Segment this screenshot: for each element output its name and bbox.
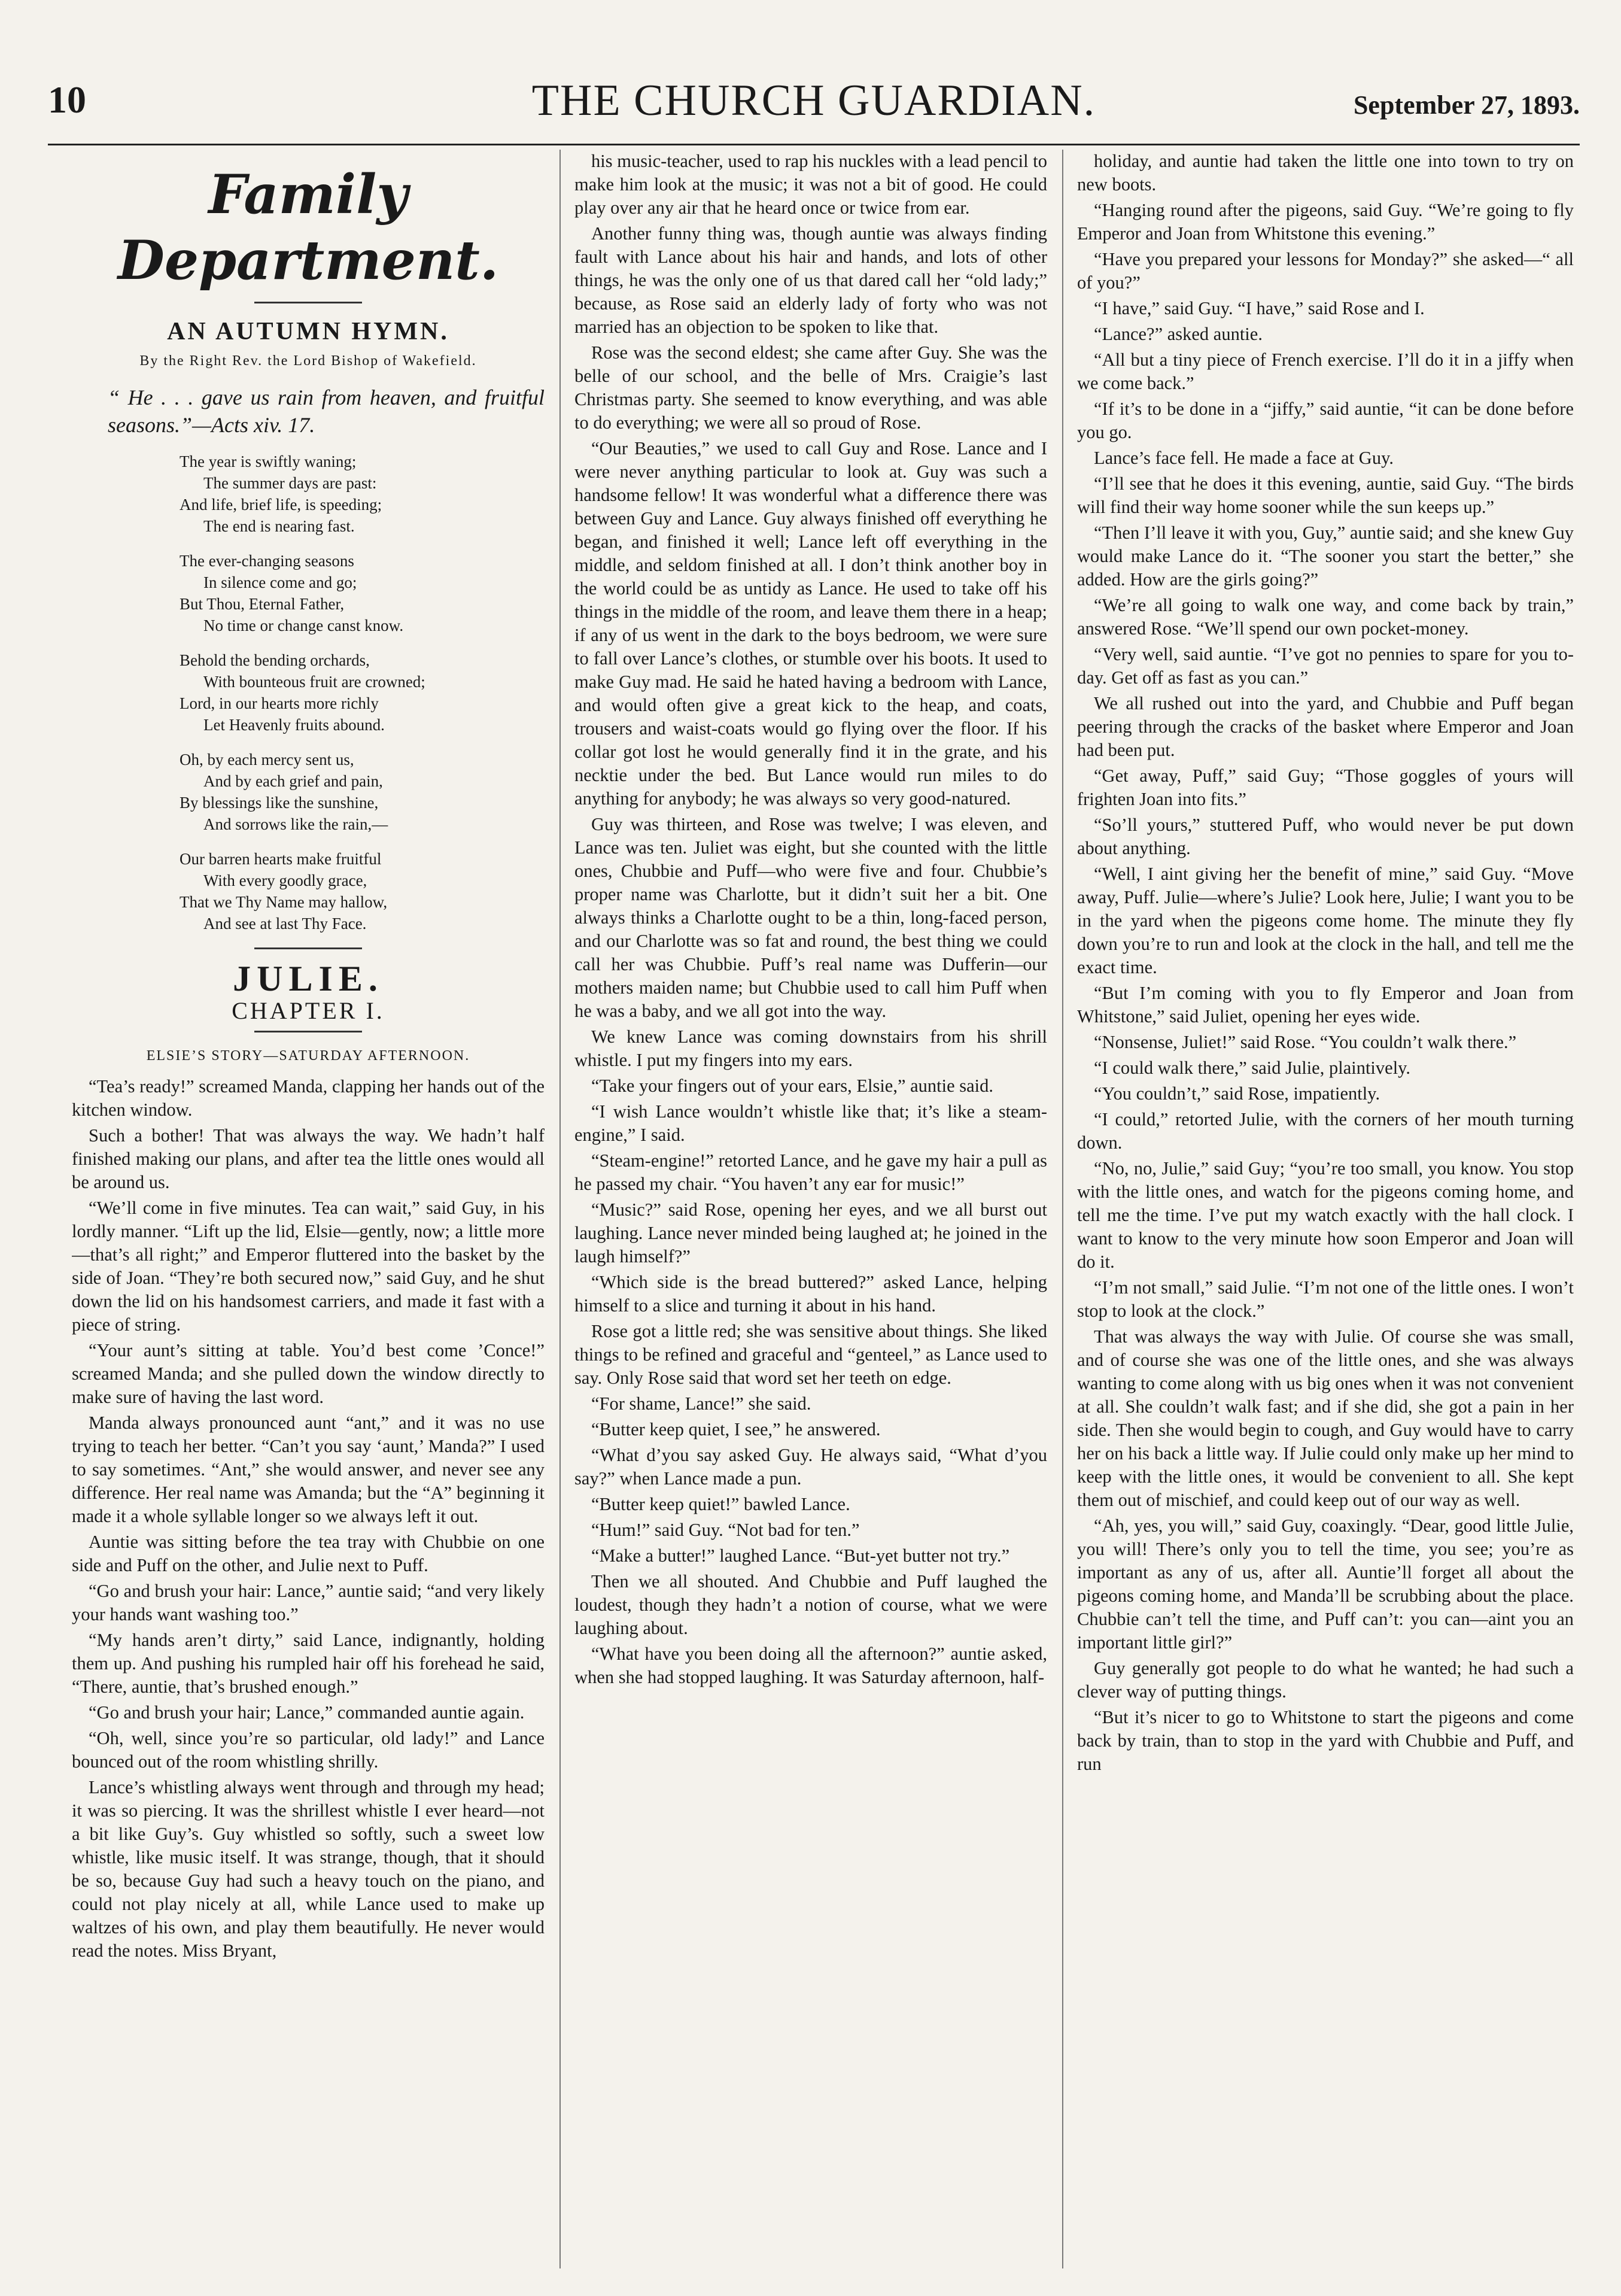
hymn-title: AN AUTUMN HYMN. xyxy=(167,318,449,345)
hymn-line: Oh, by each mercy sent us, xyxy=(180,751,354,769)
story-text xyxy=(72,1075,545,1963)
paragraph: “I have,” said Guy. “I have,” said Rose and I. xyxy=(1094,298,1425,318)
paragraph: Guy was thirteen, and Rose was twelve; I was eleven, and Lance was ten. Juliet was eight, but she counted with the little ones, Chubbie and Puff—who were five and four. Chubbie’s proper name was Charlotte, but it didn’t suit her a bit. One always thinks a Charlotte ought to be a thin, long-faced person, and our Charlotte was so fat and round, the best thing we could call her was Chubbie. Puff’s real name was Dufferin—our mothers maiden name; but Chubbie used to call him Puff when he was a baby, and we all got into the way. xyxy=(574,814,1047,1021)
paragraph: “Music?” said Rose, opening her eyes, and we all burst out laughing. Lance never minded being laughed at; he joined in the laugh himself?” xyxy=(574,1199,1047,1267)
paragraph: “Well, I aint giving her the benefit of mine,” said Guy. “Move away, Puff. Julie—where’s Julie? Look here, Julie; I want you to be in the yard when the pigeons come home. The minute they fly down you’re to run and look at the clock in the hall, and tell me the exact time. xyxy=(1077,864,1574,977)
paragraph: “You couldn’t,” said Rose, impatiently. xyxy=(1094,1083,1380,1104)
paragraph: “My hands aren’t dirty,” said Lance, indignantly, holding them up. And pushing his rumpled hair off his forehead he said, “There, auntie, that’s brushed enough.” xyxy=(72,1630,545,1697)
paragraph: Such a bother! That was always the way. We hadn’t half finished making our plans, and after tea the little ones would all be around us. xyxy=(72,1125,545,1192)
paragraph: Lance’s face fell. He made a face at Guy. xyxy=(1094,448,1394,468)
newspaper-title: THE CHURCH GUARDIAN. xyxy=(531,76,1096,125)
paragraph: We all rushed out into the yard, and Chubbie and Puff began peering through the cracks of the basket where Emperor and Joan had been put. xyxy=(1077,693,1574,760)
paragraph: Rose got a little red; she was sensitive about things. She liked things to be refined and graceful and “genteel,” as Lance used to say. Only Rose said that word set her teeth on edge. xyxy=(574,1321,1047,1388)
paragraph: “We’ll come in five minutes. Tea can wait,” said Guy, in his lordly manner. “Lift up the lid, Elsie—gently, now; a little more—that’s all right;” and Emperor fluttered into the basket by the side of Joan. “They’re both secured now,” said Guy, and he shut down the lid on his handsomest carriers, and made it fast with a piece of string. xyxy=(72,1198,545,1335)
hymn-line: With bounteous fruit are crowned; xyxy=(203,673,425,691)
paragraph: Then we all shouted. And Chubbie and Puff laughed the loudest, though they hadn’t a notion of course, what we were laughing about. xyxy=(574,1571,1047,1638)
hymn-line: And sorrows like the rain,— xyxy=(203,815,388,833)
masthead-rule xyxy=(48,144,1580,145)
paragraph: “All but a tiny piece of French exercise. I’ll do it in a jiffy when we come back.” xyxy=(1077,350,1574,393)
divider xyxy=(254,947,362,949)
paragraph: “Then I’ll leave it with you, Guy,” auntie said; and she knew Guy would make Lance do it. “The sooner you start the better,” she added. How are the girls going?” xyxy=(1077,523,1574,590)
paragraph: Guy generally got people to do what he wanted; he had such a clever way of putting things. xyxy=(1077,1658,1574,1702)
paragraph: “No, no, Julie,” said Guy; “you’re too small, you know. You stop with the little ones, and watch for the pigeons coming home, and tell me the time. I’ve put my watch exactly with the hall clock. I want to know to the very minute how soon Emperor and Joan will do it. xyxy=(1077,1158,1574,1272)
column-divider xyxy=(559,150,561,2268)
paragraph: “Make a butter!” laughed Lance. “But-yet butter not try.” xyxy=(591,1545,1010,1566)
paragraph: “If it’s to be done in a “jiffy,” said auntie, “it can be done before you go. xyxy=(1077,399,1574,442)
hymn-line: That we Thy Name may hallow, xyxy=(180,893,388,911)
paragraph: “What d’you say asked Guy. He always said, “What d’you say?” when Lance made a pun. xyxy=(574,1445,1047,1489)
hymn-line: And by each grief and pain, xyxy=(203,772,383,790)
paragraph: That was always the way with Julie. Of course she was small, and of course she was one of the little ones, and she was always wanting to come along with us big ones when it was not convenient at all. She couldn’t walk fast; and if she did, she got a pain in her side. Then she would begin to cough, and Guy would have to carry her on his back a little way. If Julie could only make up her mind to keep with the little ones, it would be convenient to all. She kept them out of mischief, and could keep out of our way as well. xyxy=(1077,1326,1574,1510)
story-text xyxy=(574,150,1047,1689)
paragraph: “Butter keep quiet!” bawled Lance. xyxy=(591,1494,850,1514)
paragraph: “We’re all going to walk one way, and come back by train,” answered Rose. “We’ll spend our own pocket-money. xyxy=(1077,595,1574,639)
paragraph: “Ah, yes, you will,” said Guy, coaxingly. “Dear, good little Julie, you will! There’s only you to tell the time, you see; you’re as important as any of us, after all. Auntie’ll forget all about the pigeons coming home, and Manda’ll be scrubbing about the place. Chubbie can’t tell the time, and Puff can’t: you can—aint you an important little girl?” xyxy=(1077,1516,1574,1653)
paragraph: Lance’s whistling always went through and through my head; it was so piercing. It was the shrillest whistle I ever heard—not a bit like Guy’s. Guy whistled so softly, such a sweet low whistle, like music itself. It was strange, though, that it should be so, because Guy had such a heavy touch on the piano, and could not play nicely at all, while Lance used to make up waltzes of his own, and play them beautifully. He never would read the notes. Miss Bryant, xyxy=(72,1777,545,1961)
paragraph: “Which side is the bread buttered?” asked Lance, helping himself to a slice and turning it about in his hand. xyxy=(574,1272,1047,1316)
hymn-line: With every goodly grace, xyxy=(203,871,367,889)
chapter-subhead: ELSIE’S STORY—SATURDAY AFTERNOON. xyxy=(146,1048,470,1064)
hymn-line: Let Heavenly fruits abound. xyxy=(203,716,385,734)
issue-date: September 27, 1893. xyxy=(1353,90,1580,120)
paragraph: “But it’s nicer to go to Whitstone to start the pigeons and come back by train, than to stop in the yard with Chubbie and Puff, and run xyxy=(1077,1707,1574,1774)
hymn-line: The ever-changing seasons xyxy=(180,552,354,570)
hymn-line: In silence come and go; xyxy=(203,573,357,591)
paragraph: his music-teacher, used to rap his nuckles with a lead pencil to make him look at the music; it was not a bit of good. He could play over any air that he heard once or twice from ear. xyxy=(574,151,1047,218)
story-title: JULIE. xyxy=(233,959,384,998)
hymn-stanzas xyxy=(72,451,545,934)
hymn-stanza xyxy=(180,848,545,934)
column-2 xyxy=(574,150,1047,2268)
paragraph: “But I’m coming with you to fly Emperor and Joan from Whitstone,” said Juliet, opening her eyes wide. xyxy=(1077,983,1574,1026)
masthead xyxy=(48,72,1580,144)
hymn-line: The end is nearing fast. xyxy=(203,517,355,535)
column-1 xyxy=(72,150,545,2268)
hymn-line: And see at last Thy Face. xyxy=(203,915,367,933)
paragraph: “Lance?” asked auntie. xyxy=(1094,324,1263,344)
hymn-line: Lord, in our hearts more richly xyxy=(180,694,379,712)
paragraph: “I could walk there,” said Julie, plaintively. xyxy=(1094,1058,1411,1078)
hymn-line: By blessings like the sunshine, xyxy=(180,794,379,812)
paragraph: “Get away, Puff,” said Guy; “Those goggles of yours will frighten Joan into fits.” xyxy=(1077,766,1574,809)
paragraph: “Our Beauties,” we used to call Guy and Rose. Lance and I were never anything particular to look at. Guy was such a handsome fellow! It was wonderful what a difference there was between Guy and Lance. Guy always finished off everything he began, and finished it well; Lance left off everything in the middle, and seldom finished at all. I don’t think another boy in the world could be as untidy as Lance. He used to take off his things in the middle of the room, and leave them there in a heap; if any of us went in the dark to the boys bedroom, we were sure to fall over Lance’s clothes, or stumble over his boots. It used to make Guy mad. He said he hated having a bedroom with Lance, and would often give a great kick to the heap, and coats, trousers and waist-coats would go flying over the floor. If his collar got lost he would generally find it in the grate, and his necktie under the bed. But Lance would run miles to do anything for anybody; he was always so very good-natured. xyxy=(574,438,1047,809)
hymn-stanza xyxy=(180,550,545,636)
hymn-line: Our barren hearts make fruitful xyxy=(180,850,382,868)
paragraph: “Go and brush your hair; Lance,” commanded auntie again. xyxy=(89,1702,525,1723)
epigraph: “ He . . . gave us rain from heaven, and fruitful seasons.”—Acts xiv. 17. xyxy=(108,385,545,437)
paragraph: “Go and brush your hair: Lance,” auntie said; “and very likely your hands want washing too.” xyxy=(72,1581,545,1624)
story-text xyxy=(1077,150,1574,1776)
paragraph: “I’m not small,” said Julie. “I’m not one of the little ones. I won’t stop to look at the clock.” xyxy=(1077,1277,1574,1321)
paragraph: “Hanging round after the pigeons, said Guy. “We’re going to fly Emperor and Joan from Whitstone this evening.” xyxy=(1077,200,1574,244)
paragraph: We knew Lance was coming downstairs from his shrill whistle. I put my fingers into my ears. xyxy=(574,1026,1047,1070)
paragraph: “Your aunt’s sitting at table. You’d best come ’Conce!” screamed Manda; and she pulled down the window directly to make sure of having the last word. xyxy=(72,1340,545,1407)
hymn-line: The year is swiftly waning; xyxy=(180,452,357,470)
paragraph: “So’ll yours,” stuttered Puff, who would never be put down about anything. xyxy=(1077,815,1574,858)
page-number: 10 xyxy=(48,78,86,121)
paragraph: “Take your fingers out of your ears, Elsie,” auntie said. xyxy=(591,1076,994,1096)
divider xyxy=(254,1031,362,1032)
paragraph: Rose was the second eldest; she came after Guy. She was the belle of our school, and the belle of Mrs. Craigie’s last Christmas party. She seemed to know everything, and was able to do everything; we were all so proud of Rose. xyxy=(574,342,1047,433)
hymn-line: The summer days are past: xyxy=(203,474,377,492)
hymn-line: No time or change canst know. xyxy=(203,616,404,634)
paragraph: holiday, and auntie had taken the little one into town to try on new boots. xyxy=(1077,151,1574,195)
paragraph: “Have you prepared your lessons for Monday?” she asked—“ all of you?” xyxy=(1077,249,1574,293)
paragraph: “What have you been doing all the afternoon?” auntie asked, when she had stopped laughing. It was Saturday afternoon, half- xyxy=(574,1644,1047,1687)
hymn-line: And life, brief life, is speeding; xyxy=(180,496,382,514)
paragraph: “I’ll see that he does it this evening, auntie, said Guy. “The birds will find their way home sooner while the sun keeps up.” xyxy=(1077,473,1574,517)
paragraph: “For shame, Lance!” she said. xyxy=(591,1393,811,1414)
paragraph: “Very well, said auntie. “I’ve got no pennies to spare for you to-day. Get off as fast as you can.” xyxy=(1077,644,1574,688)
hymn-stanza xyxy=(180,649,545,736)
paragraph: “Butter keep quiet, I see,” he answered. xyxy=(591,1419,881,1439)
column-3 xyxy=(1077,150,1574,2268)
paragraph: “Tea’s ready!” screamed Manda, clapping her hands out of the kitchen window. xyxy=(72,1076,545,1120)
paragraph: “Nonsense, Juliet!” said Rose. “You couldn’t walk there.” xyxy=(1094,1032,1517,1052)
paragraph: “Hum!” said Guy. “Not bad for ten.” xyxy=(591,1520,860,1540)
chapter-heading: CHAPTER I. xyxy=(232,997,385,1024)
hymn-line: But Thou, Eternal Father, xyxy=(180,595,345,613)
hymn-stanza xyxy=(180,451,545,537)
divider xyxy=(254,302,362,303)
paragraph: Another funny thing was, though auntie was always finding fault with Lance about his hair and hands, and lots of other things, he was the only one of us that dared call her “old lady;” because, as Rose said an elderly lady of forty who was not married has an objection to be spoken to like that. xyxy=(574,223,1047,337)
paragraph: Manda always pronounced aunt “ant,” and it was no use trying to teach her better. “Can’t you say ‘aunt,’ Manda?” I used to say sometimes. “Ant,” she would answer, and never see any difference. Her real name was Amanda; but the “A” beginning it made it a whole syllable longer so we always left it out. xyxy=(72,1413,545,1526)
paragraph: “Oh, well, since you’re so particular, old lady!” and Lance bounced out of the room whistling shrilly. xyxy=(72,1728,545,1772)
hymn-stanza xyxy=(180,749,545,835)
column-divider xyxy=(1062,150,1063,2268)
hymn-line: Behold the bending orchards, xyxy=(180,651,370,669)
paragraph: “I could,” retorted Julie, with the corners of her mouth turning down. xyxy=(1077,1109,1574,1153)
paragraph: “I wish Lance wouldn’t whistle like that; it’s like a steam-engine,” I said. xyxy=(574,1101,1047,1145)
paragraph: Auntie was sitting before the tea tray with Chubbie on one side and Puff on the other, and Julie next to Puff. xyxy=(72,1532,545,1575)
hymn-byline: By the Right Rev. the Lord Bishop of Wakefield. xyxy=(139,353,477,369)
section-title: Family Department. xyxy=(117,163,499,292)
paragraph: “Steam-engine!” retorted Lance, and he gave my hair a pull as he passed my chair. “You haven’t any ear for music!” xyxy=(574,1150,1047,1194)
